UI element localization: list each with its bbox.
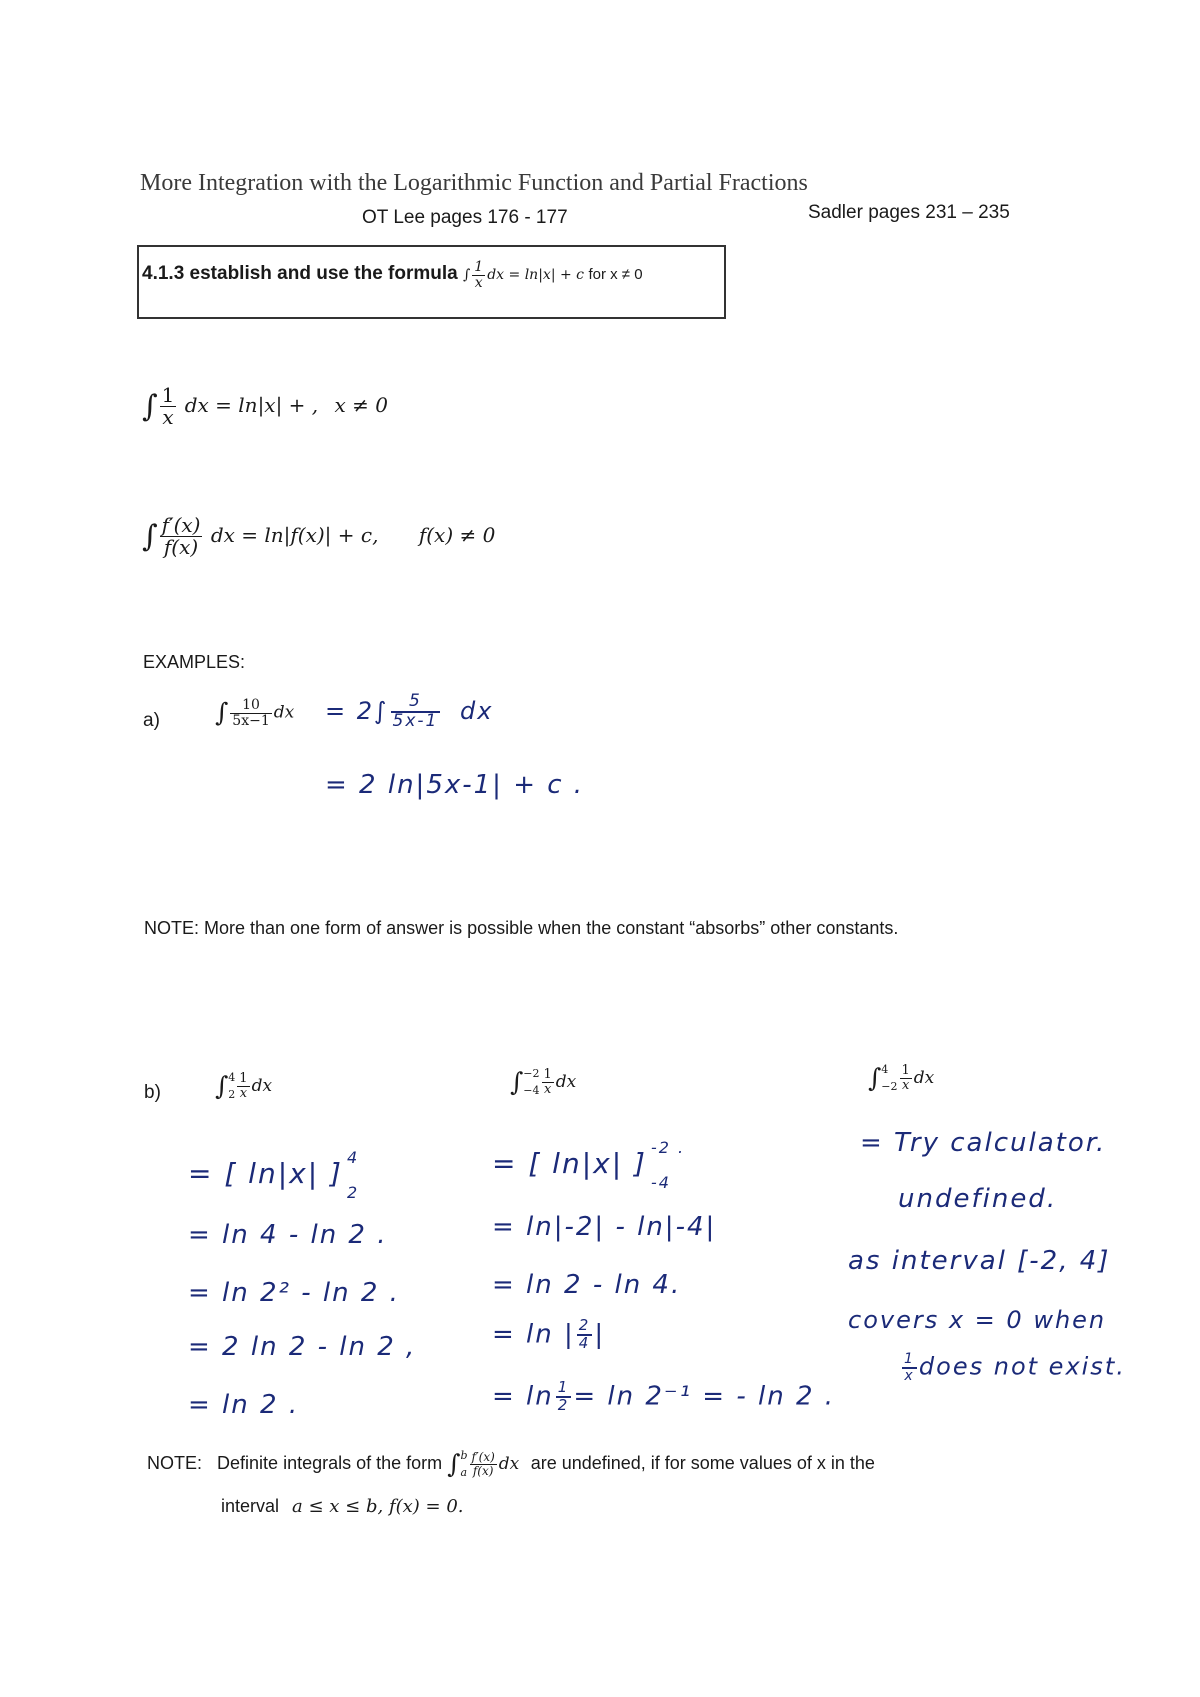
note2-fraction: $\frac{f'(x)}{f(x)}$ [471, 1450, 495, 1478]
example-b3-step3: as interval [-2, 4] [848, 1246, 1111, 1276]
integral-sign: ∫ [142, 519, 158, 554]
example-b3-step5: $\frac{1}{x}$ does not exist. [904, 1351, 1126, 1384]
note-definite-integrals: NOTE: Definite integrals of the form ∫ b a $\frac{f'(x)}{f(x)}$ dx are undefined, if for some values of x in the [147, 1449, 875, 1480]
note-constant-absorbs: NOTE: More than one form of answer is possible when the constant “absorbs” other constants. [144, 918, 899, 938]
example-a-fraction: $\frac{10}{5x-1}$ [232, 697, 270, 729]
example-b2-problem: ∫ −2 −4 $\frac{1}{x}$ dx [510, 1067, 577, 1098]
integral-sign: ∫ [463, 267, 471, 284]
integral-sign: ∫ [868, 1063, 882, 1094]
example-b2-fraction: $\frac{1}{x}$ [543, 1067, 552, 1097]
example-b2-step3: = ln 2 - ln 4. [492, 1270, 682, 1300]
ot-lee-reference: OT Lee pages 176 - 177 [362, 207, 568, 228]
objective-condition: for x ≠ 0 [588, 266, 643, 284]
integral-sign: ∫ [142, 389, 158, 424]
example-a-problem: ∫ $\frac{10}{5x-1}$ dx [215, 697, 295, 729]
objective-line [142, 260, 643, 290]
example-b3-step4: covers x = 0 when [848, 1306, 1107, 1334]
example-b3-step5-fraction: $\frac{1}{x}$ [904, 1351, 915, 1384]
example-b2-step1: = [ ln|x| ] -2 . -4 [492, 1130, 685, 1200]
rule1-fraction: $\frac{1}{x}$ [161, 383, 175, 429]
integral-sign: ∫ [447, 1449, 461, 1480]
integral-sign: ∫ [215, 1071, 229, 1102]
example-b2-step1-limits: -2 . -4 [650, 1138, 686, 1193]
note2-formula: ∫ b a $\frac{f'(x)}{f(x)}$ dx [447, 1449, 520, 1480]
example-b3-fraction: $\frac{1}{x}$ [901, 1063, 910, 1093]
example-b3-step2: undefined. [898, 1184, 1058, 1214]
example-b3-problem: ∫ 4 −2 $\frac{1}{x}$ dx [868, 1063, 935, 1094]
note-definite-integrals-line2: interval a ≤ x ≤ b, f(x) = 0. [221, 1496, 464, 1517]
example-b1-step1-limits: 4 2 [346, 1148, 360, 1203]
example-a-step1-fraction: $\frac{5}{5x-1}$ [392, 691, 439, 731]
objective-fraction: $\frac{1}{x}$ [474, 259, 484, 291]
rule2-fraction: $\frac{f'(x)}{f(x)}$ [161, 513, 201, 559]
example-b1-step1: = [ ln|x| ] 4 2 [188, 1140, 359, 1210]
rule-general-log-integral: ∫ $\frac{f'(x)}{f(x)}$ dx = ln|f(x)| + c, f(x) ≠ 0 [142, 513, 496, 559]
example-b-label: b) [144, 1082, 161, 1103]
example-b1-problem: ∫ 4 2 $\frac{1}{x}$ dx [215, 1071, 273, 1102]
integral-sign: ∫ [215, 698, 229, 729]
rule-log-integral: ∫ $\frac{1}{x}$ dx = ln|x| + , x ≠ 0 [142, 383, 388, 429]
objective-text: 4.1.3 establish and use the formula [142, 263, 458, 285]
example-b2-step5-fraction: $\frac{1}{2}$ [557, 1378, 570, 1414]
examples-heading: EXAMPLES: [143, 652, 246, 672]
integral-sign: ∫ [510, 1067, 524, 1098]
example-b3-limits: 4 −2 [881, 1063, 898, 1093]
example-b1-limits: 4 2 [228, 1071, 236, 1101]
example-b1-step3: = ln 2² - ln 2 . [188, 1278, 400, 1308]
sadler-reference: Sadler pages 231 – 235 [808, 202, 1010, 223]
example-a-step2: = 2 ln|5x-1| + c . [325, 770, 585, 800]
example-a-label: a) [143, 710, 160, 731]
example-a-step1: = 2∫ $\frac{5}{5x-1}$ dx [325, 691, 494, 731]
example-b2-limits: −2 −4 [523, 1067, 540, 1097]
example-b1-step2: = ln 4 - ln 2 . [188, 1220, 388, 1250]
example-b2-step2: = ln|-2| - ln|-4| [492, 1212, 717, 1242]
note2-limits: b a [460, 1449, 468, 1479]
example-b1-fraction: $\frac{1}{x}$ [239, 1071, 248, 1101]
example-b1-step4: = 2 ln 2 - ln 2 , [188, 1332, 417, 1362]
example-b2-step4: = ln | $\frac{2}{4}$ | [492, 1316, 606, 1352]
example-b2-step5: = ln $\frac{1}{2}$ = ln 2⁻¹ = - ln 2 . [492, 1378, 836, 1414]
objective-formula: ∫ $\frac{1}{x}$ dx = ln|x| + c [463, 259, 585, 291]
example-b3-step1: = Try calculator. [860, 1128, 1107, 1158]
example-b2-step4-fraction: $\frac{2}{4}$ [578, 1316, 591, 1352]
example-b1-step5: = ln 2 . [188, 1390, 300, 1420]
page-title: More Integration with the Logarithmic Function and Partial Fractions [140, 170, 808, 196]
